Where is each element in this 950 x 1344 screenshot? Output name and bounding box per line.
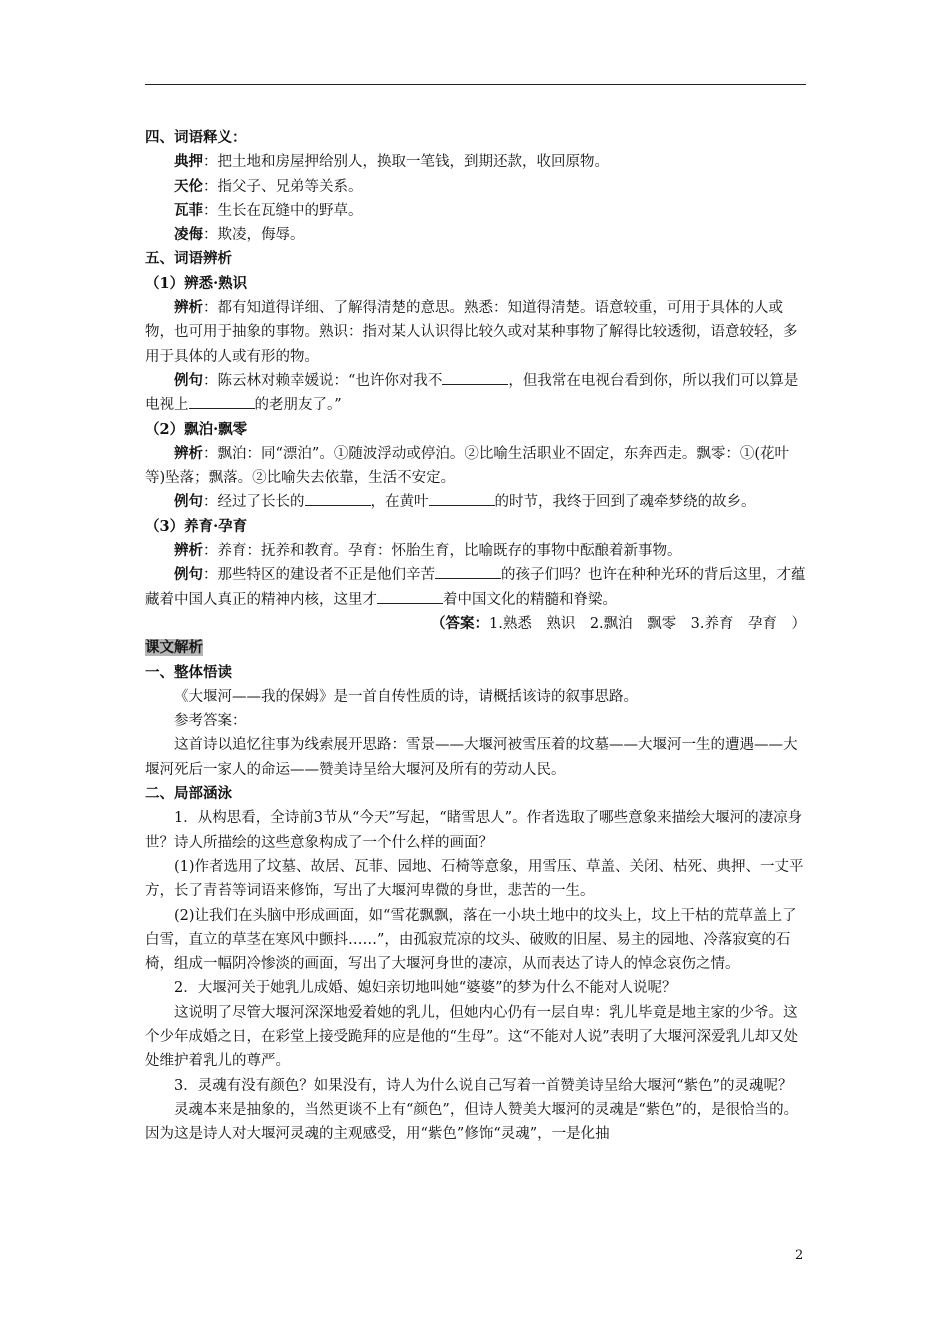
part2-heading: 二、局部涵泳 — [145, 785, 232, 803]
analysis-paragraph — [145, 296, 806, 369]
example-text: 着中国文化的精髓和脊梁。 — [443, 591, 617, 608]
term: 凌侮 — [174, 226, 203, 244]
part1-question: 《大堰河——我的保姆》是一首自传性质的诗，请概括该诗的叙事思路。 — [174, 688, 638, 705]
definition-entry — [145, 175, 806, 199]
example-text: ，在黄叶 — [370, 494, 429, 511]
paragraph: 灵魂本来是抽象的，当然更谈不上有“颜色”，但诗人赞美大堰河的灵魂是“紫色”的，是很恰当的。因为这是诗人对大堰河灵魂的主观感受，用“紫色”修饰“灵魂”，一是化抽 — [145, 1101, 799, 1143]
analysis-text: ：都有知道得详细、了解得清楚的意思。熟悉：知道得清楚。语意较重，可用于具体的人或物，也可用于抽象的事物。熟识：指对某人认识得比较久或对某种事物了解得比较透彻，语意较轻，多用于具体的人或有形的物。 — [145, 300, 798, 365]
group-title: （2）飘泊·飘零 — [145, 420, 248, 438]
paragraph: (1)作者选用了坟墓、故居、瓦菲、园地、石椅等意象，用雪压、草盖、关闭、枯死、典押、一丈平方，长了青苔等词语来修饰，写出了大堰河卑微的身世，悲苦的一生。 — [145, 858, 804, 900]
example-text: 的老朋友了。” — [254, 397, 342, 414]
definition: ：欺凌，侮辱。 — [203, 227, 305, 244]
term: 典押 — [174, 153, 203, 171]
kewen-tag-line — [145, 636, 806, 660]
group-title: （3）养育·孕育 — [145, 517, 248, 535]
analysis-paragraph — [145, 442, 806, 491]
example-label: 例句 — [174, 493, 203, 511]
term: 瓦菲 — [174, 201, 203, 219]
paragraph: 3．灵魂有没有颜色？如果没有，诗人为什么说自己写着一首赞美诗呈给大堰河“紫色”的灵魂呢？ — [174, 1077, 793, 1094]
definition-entry — [145, 150, 806, 174]
example-paragraph — [145, 490, 806, 514]
header-rule — [145, 84, 806, 85]
fill-blank — [435, 564, 501, 579]
definition-entry — [145, 223, 806, 247]
analysis-label: 辨析 — [174, 444, 203, 462]
paragraph: 1．从构思看，全诗前3节从“今天”写起，“睹雪思人”。作者选取了哪些意象来描绘大堰河的凄凉身世？诗人所描绘的这些意象构成了一个什么样的画面？ — [145, 810, 803, 851]
answer-label: （答案： — [430, 614, 489, 632]
document-body — [145, 126, 806, 1146]
example-text: ，但我常在电视台看到你，所以我们可以算是电视上 — [145, 372, 799, 414]
section4-heading: 四、词语释义： — [145, 129, 247, 146]
definition: ：生长在瓦缝中的野草。 — [203, 202, 363, 219]
analysis-label: 辨析 — [174, 299, 203, 317]
paragraph: 2．大堰河关于她乳儿成婚、媳妇亲切地叫她“婆婆”的梦为什么不能对人说呢？ — [174, 980, 677, 997]
example-text: ：经过了长长的 — [203, 494, 305, 511]
fill-blank — [305, 491, 371, 506]
example-label: 例句 — [174, 371, 203, 389]
paragraph: (2)让我们在头脑中形成画面，如“雪花飘飘，落在一小块土地中的坟头上，坟上干枯的荒草盖上了白雪，直立的草茎在寒风中颤抖……”，由孤寂荒凉的坟头、破败的旧屋、易主的园地、冷落寂寞的石椅，组成一幅阴冷惨淡的画面，写出了大堰河身世的凄凉，从而表达了诗人的悼念哀伤之情。 — [145, 907, 797, 973]
analysis-text: ：飘泊：同“漂泊”。①随波浮动或停泊。②比喻生活职业不固定，东奔西走。飘零：①(花叶等)坠落；飘落。②比喻失去依靠，生活不安定。 — [145, 445, 789, 487]
example-paragraph — [145, 563, 806, 612]
fill-blank — [377, 589, 443, 604]
group-title: （1）辨悉·熟识 — [145, 274, 248, 292]
example-text: 的时节，我终于回到了魂牵梦绕的故乡。 — [494, 494, 756, 511]
answer-text: 1.熟悉 熟识 2.飘泊 飘零 3.养育 孕育 ） — [488, 615, 806, 632]
example-paragraph — [145, 369, 806, 418]
analysis-text: ：养育：抚养和教育。孕育：怀胎生育，比喻既存的事物中酝酿着新事物。 — [203, 543, 682, 560]
definition: ：指父子、兄弟等关系。 — [203, 178, 363, 195]
example-label: 例句 — [174, 566, 203, 584]
fill-blank — [189, 394, 255, 409]
section5-heading: 五、词语辨析 — [145, 250, 232, 268]
page-number: 2 — [795, 1248, 804, 1263]
fill-blank — [429, 491, 495, 506]
section-tag: 课文解析 — [145, 639, 203, 657]
example-text: ：那些特区的建设者不正是他们辛苦 — [203, 567, 435, 584]
part1-heading: 一、整体悟读 — [145, 663, 232, 681]
analysis-paragraph — [145, 539, 806, 563]
definition-entry — [145, 199, 806, 223]
example-text: 的孩子们吗？也许在种种光环的背后这里，才蕴藏着中国人真正的精神内核，这里才 — [145, 567, 806, 608]
analysis-label: 辨析 — [174, 542, 203, 560]
answer-line — [145, 612, 806, 636]
example-text: ：陈云林对赖幸媛说：“也许你对我不 — [203, 372, 443, 389]
definition: ：把土地和房屋押给别人，换取一笔钱，到期还款，收回原物。 — [203, 154, 609, 171]
reference-label: 参考答案： — [174, 713, 247, 730]
term: 天伦 — [174, 177, 203, 195]
fill-blank — [442, 370, 508, 385]
part1-answer: 这首诗以追忆往事为线索展开思路：雪景——大堰河被雪压着的坟墓——大堰河一生的遭遇——大堰河死后一家人的命运——赞美诗呈给大堰河及所有的劳动人民。 — [145, 737, 798, 778]
paragraph: 这说明了尽管大堰河深深地爱着她的乳儿，但她内心仍有一层自卑：乳儿毕竟是地主家的少爷。这个少年成婚之日，在彩堂上接受跪拜的应是他的“生母”。这“不能对人说”表明了大堰河深爱乳儿却又处处维护着乳儿的尊严。 — [145, 1004, 799, 1070]
